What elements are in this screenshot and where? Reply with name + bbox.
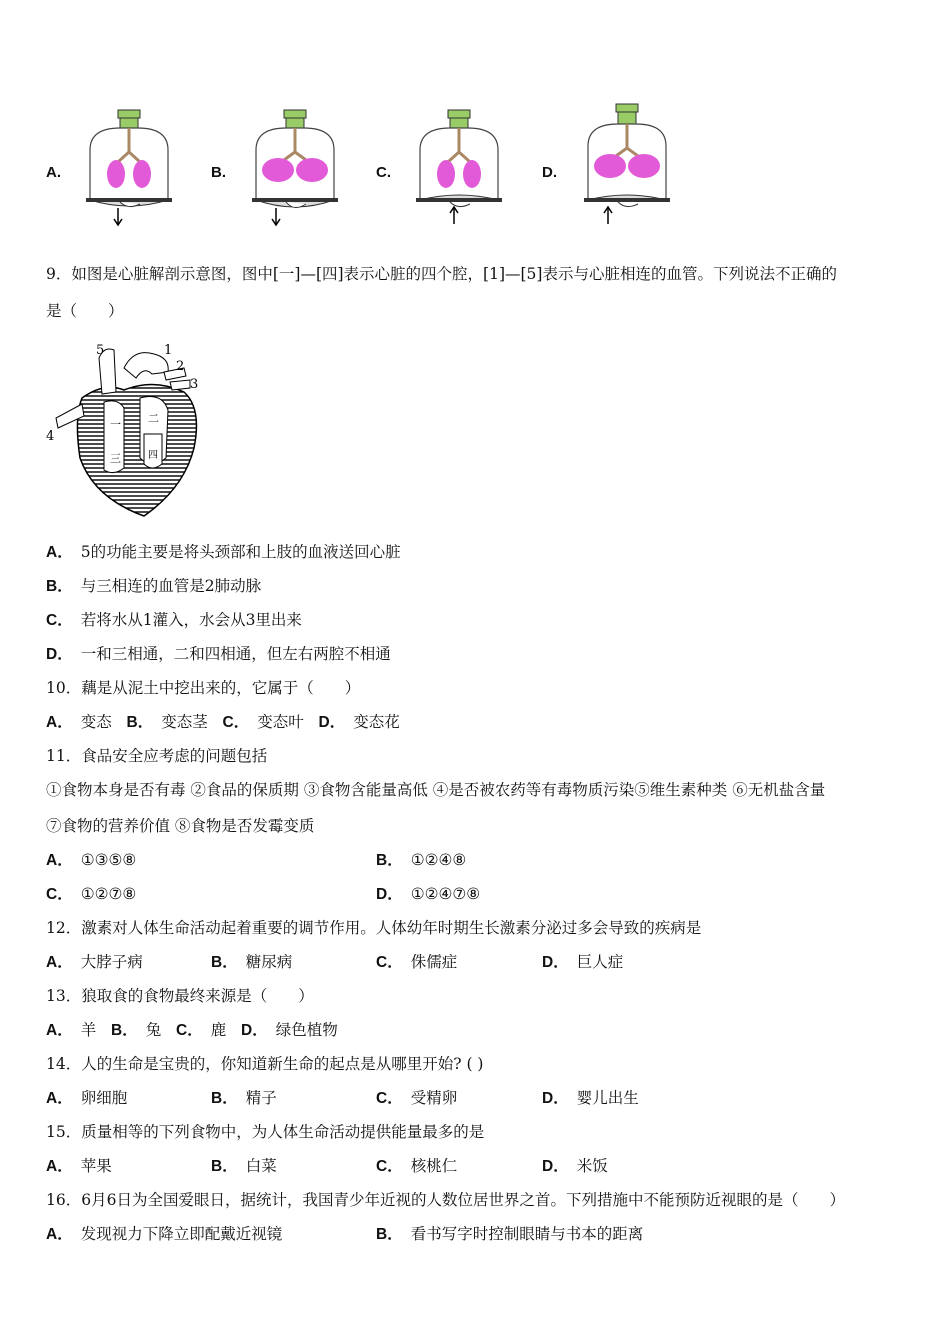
option-label: A． (46, 1090, 73, 1107)
option-text: 婴儿出生 (576, 1089, 639, 1107)
option-label: A． (46, 852, 73, 869)
q9-option-b[interactable] (46, 574, 261, 596)
option-label: C． (376, 954, 403, 971)
q15-option-a[interactable] (46, 1154, 112, 1176)
q11-option-c[interactable] (46, 882, 136, 904)
option-label: C． (46, 612, 73, 629)
q16-stem: 16．6月6日为全国爱眼日，据统计，我国青少年近视的人数位居世界之首。下列措施中不能预防近视眼的是（ ） (46, 1191, 845, 1209)
option-text: 白菜 (245, 1157, 277, 1175)
option-text: ①②④⑧ (410, 851, 467, 869)
option-label: D． (542, 1158, 569, 1175)
q8-option-b-label[interactable]: B. (211, 164, 226, 181)
q13-option-b[interactable] (111, 1021, 161, 1039)
option-text: ①②④⑦⑧ (410, 885, 481, 903)
q10-option-d[interactable] (319, 713, 400, 731)
option-label: A． (46, 544, 73, 561)
q10-option-b[interactable] (127, 713, 208, 731)
bell-jar-figure-d (578, 100, 688, 230)
option-label: B． (376, 1226, 403, 1243)
q13-option-d[interactable] (241, 1021, 338, 1039)
q8-option-c-label[interactable]: C. (376, 164, 391, 181)
option-text: 侏儒症 (410, 953, 458, 971)
q13-stem: 13．狼取食的食物最终来源是（ ） (46, 987, 314, 1005)
option-label: D． (542, 1090, 569, 1107)
option-label: C． (376, 1090, 403, 1107)
heart-chamber-2: 二 (148, 412, 159, 425)
q9-option-a[interactable] (46, 540, 401, 562)
q10-option-c[interactable] (223, 713, 304, 731)
q13-options (46, 1018, 338, 1040)
heart-chamber-3: 三 (110, 452, 121, 465)
option-label: B． (211, 954, 238, 971)
heart-label-2: 2 (176, 359, 185, 374)
q11-option-d[interactable] (376, 882, 480, 904)
heart-label-5: 5 (96, 343, 105, 358)
option-text: 5的功能主要是将头颈部和上肢的血液送回心脏 (80, 543, 401, 561)
q14-stem: 14．人的生命是宝贵的，你知道新生命的起点是从哪里开始? ( ) (46, 1055, 484, 1073)
q12-option-d[interactable] (542, 950, 623, 972)
option-text: 鹿 (210, 1021, 227, 1039)
q15-option-d[interactable] (542, 1154, 608, 1176)
option-label: D． (542, 954, 569, 971)
option-label: D． (46, 646, 73, 663)
option-text: 精子 (245, 1089, 277, 1107)
q9-stem-line1: 9．如图是心脏解剖示意图，图中[一]—[四]表示心脏的四个腔，[1]—[5]表示与心脏相连的血管。下列说法不正确的 (46, 265, 837, 283)
option-label: C． (376, 1158, 403, 1175)
option-text: 核桃仁 (410, 1157, 458, 1175)
q14-option-c[interactable] (376, 1086, 457, 1108)
option-text: 变态叶 (257, 713, 304, 731)
q16-option-a[interactable] (46, 1222, 282, 1244)
heart-diagram (44, 338, 214, 520)
option-text: 兔 (145, 1021, 162, 1039)
q10-option-a[interactable] (46, 713, 112, 731)
option-label: C． (222, 714, 250, 731)
q14-option-a[interactable] (46, 1086, 127, 1108)
option-text: ①③⑤⑧ (80, 851, 137, 869)
option-label: C． (46, 886, 73, 903)
option-text: 变态 (80, 713, 112, 731)
option-text: ①②⑦⑧ (80, 885, 137, 903)
q11-items-line1: ①食物本身是否有毒 ②食品的保质期 ③食物含能量高低 ④是否被农药等有毒物质污染⑤维生素种类 ⑥无机盐含量 (46, 781, 826, 799)
q9-stem-line2: 是（ ） (46, 302, 124, 320)
option-text: 苹果 (80, 1157, 112, 1175)
q8-option-a-label[interactable]: A. (46, 164, 61, 181)
q11-option-b[interactable] (376, 848, 466, 870)
option-text: 卵细胞 (80, 1089, 128, 1107)
q15-stem: 15．质量相等的下列食物中，为人体生命活动提供能量最多的是 (46, 1123, 485, 1141)
option-text: 与三相连的血管是2肺动脉 (80, 577, 262, 595)
option-text: 大脖子病 (80, 953, 143, 971)
option-text: 发现视力下降立即配戴近视镜 (80, 1225, 283, 1243)
q10-stem: 10．藕是从泥土中挖出来的，它属于（ ） (46, 679, 361, 697)
q12-stem: 12．激素对人体生命活动起着重要的调节作用。人体幼年时期生长激素分泌过多会导致的疾病是 (46, 919, 702, 937)
q12-option-a[interactable] (46, 950, 143, 972)
q9-option-c[interactable] (46, 608, 302, 630)
heart-label-1: 1 (164, 343, 173, 358)
option-text: 羊 (80, 1021, 97, 1039)
option-label: B． (376, 852, 403, 869)
option-label: D． (376, 886, 403, 903)
q10-options (46, 710, 400, 732)
option-label: B． (211, 1158, 238, 1175)
option-label: B． (111, 1022, 138, 1039)
option-text: 受精卵 (410, 1089, 458, 1107)
option-label: D． (318, 714, 346, 731)
option-text: 绿色植物 (275, 1021, 338, 1039)
bell-jar-figure-a (80, 100, 190, 230)
q15-option-c[interactable] (376, 1154, 457, 1176)
option-label: A． (46, 1022, 73, 1039)
heart-chamber-4: 四 (148, 450, 158, 461)
q11-option-a[interactable] (46, 848, 136, 870)
option-label: A． (46, 1226, 73, 1243)
bell-jar-figure-c (410, 100, 520, 230)
option-label: A． (46, 714, 73, 731)
option-label: B． (46, 578, 73, 595)
q13-option-a[interactable] (46, 1021, 96, 1039)
heart-label-4: 4 (46, 429, 55, 444)
option-label: A． (46, 1158, 73, 1175)
option-label: C． (176, 1022, 203, 1039)
q14-option-d[interactable] (542, 1086, 639, 1108)
option-label: D． (241, 1022, 268, 1039)
heart-chamber-1: 一 (110, 418, 121, 431)
option-label: B． (211, 1090, 238, 1107)
q9-option-d[interactable] (46, 642, 391, 664)
q12-option-b[interactable] (211, 950, 292, 972)
option-text: 变态花 (353, 713, 400, 731)
option-text: 若将水从1灌入，水会从3里出来 (80, 611, 302, 629)
option-label: A． (46, 954, 73, 971)
q16-option-b[interactable] (376, 1222, 643, 1244)
option-text: 米饭 (576, 1157, 608, 1175)
q12-option-c[interactable] (376, 950, 457, 972)
q15-option-b[interactable] (211, 1154, 277, 1176)
option-text: 变态茎 (161, 713, 208, 731)
option-text: 巨人症 (576, 953, 624, 971)
option-label: B． (126, 714, 154, 731)
q8-option-d-label[interactable]: D. (542, 164, 557, 181)
option-text: 一和三相通，二和四相通，但左右两腔不相通 (80, 645, 391, 663)
bell-jar-figure-b (246, 100, 356, 230)
q11-stem: 11．食品安全应考虑的问题包括 (46, 747, 268, 765)
option-text: 看书写字时控制眼睛与书本的距离 (410, 1225, 644, 1243)
option-text: 糖尿病 (245, 953, 293, 971)
heart-label-3: 3 (190, 377, 199, 392)
q11-items-line2: ⑦食物的营养价值 ⑧食物是否发霉变质 (46, 817, 315, 835)
q13-option-c[interactable] (176, 1021, 226, 1039)
q14-option-b[interactable] (211, 1086, 277, 1108)
